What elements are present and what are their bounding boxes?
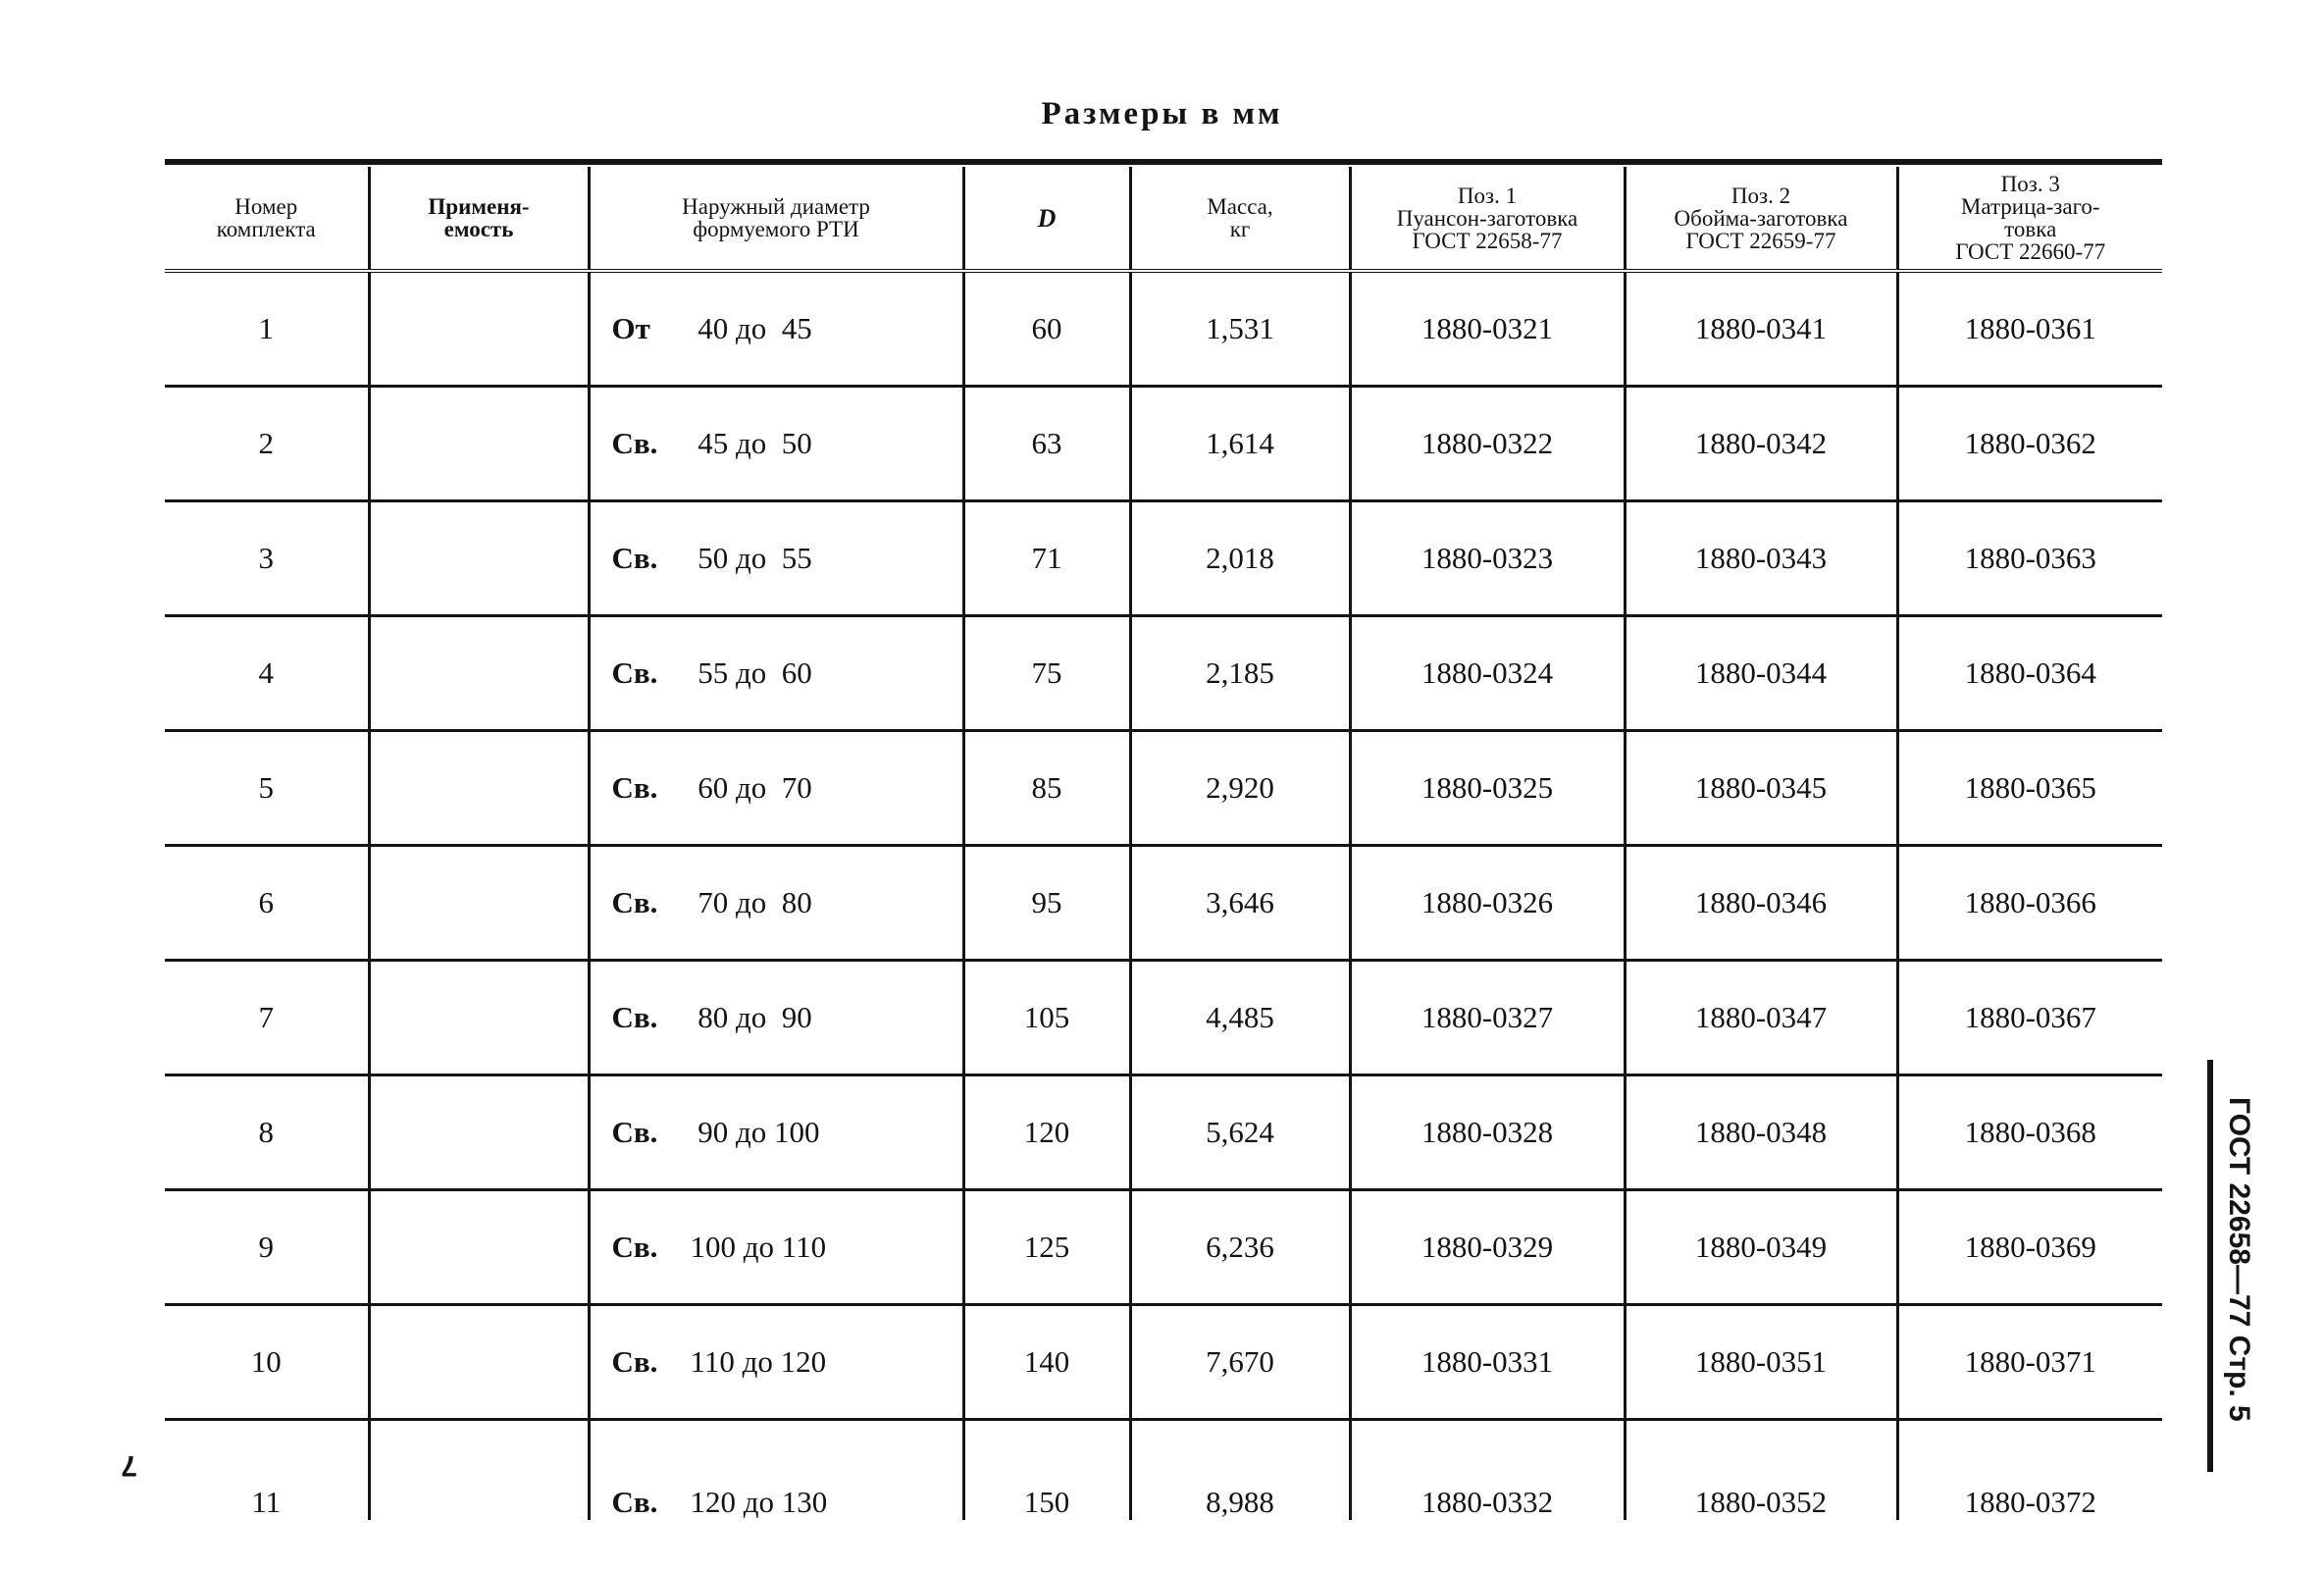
range-prefix: Св.: [611, 1344, 658, 1379]
range-values: 45 до 50: [690, 426, 812, 460]
cell-number: 1: [165, 271, 369, 387]
cell-pos3: 1880-0365: [1897, 731, 2162, 846]
cell-pos2: 1880-0348: [1625, 1075, 1897, 1190]
cell-diameter-range: [589, 616, 963, 731]
cell-d: 85: [963, 731, 1130, 846]
header-pos1-line-3: ГОСТ 22658-77: [1412, 228, 1563, 253]
range-values: 80 до 90: [690, 1000, 812, 1034]
header-pos3: [1897, 167, 2162, 271]
cell-d: 63: [963, 387, 1130, 501]
cell-number: 8: [165, 1075, 369, 1190]
table-caption: Размеры в мм: [1041, 96, 1283, 131]
cell-pos1: 1880-0324: [1350, 616, 1625, 731]
cell-diameter-range: [589, 501, 963, 616]
cell-diameter-range: [589, 1305, 963, 1420]
cell-number: 11: [251, 1485, 282, 1519]
range-values: 90 до 100: [690, 1115, 820, 1149]
cell-pos2: 1880-0347: [1625, 961, 1897, 1075]
side-standard-label: ГОСТ 22658—77 Стр. 5: [2223, 1097, 2255, 1422]
range-values: 60 до 70: [690, 770, 812, 805]
table-row: [165, 961, 2162, 1075]
header-pos1: [1350, 167, 1625, 271]
cell-usage: [369, 1420, 589, 1521]
cell-pos2: 1880-0341: [1625, 271, 1897, 387]
cell-usage: [369, 961, 589, 1075]
cell-pos2: 1880-0344: [1625, 616, 1897, 731]
header-usage: [369, 167, 589, 271]
cell-number: 2: [165, 387, 369, 501]
cell-number: 10: [165, 1305, 369, 1420]
page-mark: 7: [121, 1449, 137, 1482]
header-pos3-line-4: ГОСТ 22660-77: [1955, 239, 2106, 264]
cell-number: 7: [165, 961, 369, 1075]
cell-pos1: 1880-0326: [1350, 846, 1625, 961]
range-prefix: Св.: [611, 426, 658, 460]
range-values: 70 до 80: [690, 885, 812, 919]
header-pos2-line-1: Поз. 2: [1730, 183, 1791, 208]
dimensions-table: [165, 167, 2162, 1520]
top-rule: [165, 159, 2162, 165]
cell-pos3: 1880-0363: [1897, 501, 2162, 616]
cell-pos2: 1880-0352: [1625, 1420, 1897, 1521]
header-pos1-line-1: Поз. 1: [1457, 183, 1518, 208]
cell-usage: [369, 1075, 589, 1190]
range-prefix: Св.: [611, 885, 658, 919]
cell-number: 5: [165, 731, 369, 846]
cell-pos1: 1880-0328: [1350, 1075, 1625, 1190]
cell-pos1: 1880-0331: [1350, 1305, 1625, 1420]
header-usage-line-1: Применя-: [428, 194, 530, 219]
cell-mass: 2,018: [1130, 501, 1350, 616]
header-number-line-2: комплекта: [216, 217, 316, 241]
table-body: [165, 271, 2162, 1520]
cell-pos1: 1880-0332: [1350, 1420, 1625, 1521]
range-values: 55 до 60: [690, 655, 812, 690]
cell-diameter-range: [589, 731, 963, 846]
cell-mass: 1,531: [1130, 271, 1350, 387]
header-number: [165, 167, 369, 271]
header-d-label: D: [1037, 203, 1057, 233]
header-number-line-1: Номер: [234, 194, 298, 219]
cell-pos3: 1880-0366: [1897, 846, 2162, 961]
cell-usage: [369, 731, 589, 846]
cell-d: 105: [963, 961, 1130, 1075]
cell-mass: 7,670: [1130, 1305, 1350, 1420]
cell-mass: 4,485: [1130, 961, 1350, 1075]
cell-pos3: 1880-0371: [1897, 1305, 2162, 1420]
cell-usage: [369, 271, 589, 387]
range-values: 120 до 130: [690, 1485, 828, 1519]
cell-number: 9: [165, 1190, 369, 1305]
cell-usage: [369, 501, 589, 616]
cell-diameter-range: [589, 846, 963, 961]
cell-pos2: 1880-0345: [1625, 731, 1897, 846]
cell-usage: [369, 846, 589, 961]
cell-mass: 2,920: [1130, 731, 1350, 846]
header-mass: [1130, 167, 1350, 271]
header-pos3-line-3: товка: [2004, 217, 2057, 241]
table-row: [165, 846, 2162, 961]
cell-mass: 3,646: [1130, 846, 1350, 961]
header-row: [165, 167, 2162, 271]
cell-diameter-range: [589, 1190, 963, 1305]
cell-pos1: 1880-0325: [1350, 731, 1625, 846]
cell-pos3: 1880-0362: [1897, 387, 2162, 501]
table-row: [165, 1190, 2162, 1305]
cell-pos3: 1880-0369: [1897, 1190, 2162, 1305]
cell-pos1: 1880-0322: [1350, 387, 1625, 501]
cell-usage: [369, 387, 589, 501]
range-values: 100 до 110: [690, 1230, 827, 1264]
cell-pos3: 1880-0364: [1897, 616, 2162, 731]
header-usage-line-2: емость: [443, 217, 514, 241]
cell-pos3: 1880-0368: [1897, 1075, 2162, 1190]
cell-diameter-range: [589, 387, 963, 501]
table-row: [165, 1420, 2162, 1521]
header-d: [963, 167, 1130, 271]
table-row: [165, 387, 2162, 501]
header-pos1-line-2: Пуансон-заготовка: [1396, 205, 1578, 231]
cell-d: 71: [963, 501, 1130, 616]
range-prefix: Св.: [611, 1485, 658, 1519]
cell-mass: 6,236: [1130, 1190, 1350, 1305]
cell-diameter-range: [589, 1075, 963, 1190]
range-values: 40 до 45: [690, 311, 812, 345]
cell-pos3: 1880-0361: [1897, 271, 2162, 387]
cell-pos2: 1880-0349: [1625, 1190, 1897, 1305]
cell-pos1: 1880-0329: [1350, 1190, 1625, 1305]
cell-diameter-range: [589, 961, 963, 1075]
table-row: [165, 731, 2162, 846]
range-prefix: Св.: [611, 541, 658, 575]
header-pos2-line-2: Обойма-заготовка: [1674, 205, 1848, 231]
range-prefix: Св.: [611, 1115, 658, 1149]
range-values: 110 до 120: [690, 1344, 827, 1379]
table-row: [165, 1305, 2162, 1420]
cell-usage: [369, 616, 589, 731]
cell-d: 125: [963, 1190, 1130, 1305]
cell-pos2: 1880-0342: [1625, 387, 1897, 501]
cell-usage: [369, 1190, 589, 1305]
cell-pos3: 1880-0367: [1897, 961, 2162, 1075]
range-prefix: От: [611, 311, 650, 345]
cell-pos2: 1880-0351: [1625, 1305, 1897, 1420]
cell-pos2: 1880-0346: [1625, 846, 1897, 961]
cell-d: 150: [963, 1420, 1130, 1521]
table-row: [165, 271, 2162, 387]
cell-pos2: 1880-0343: [1625, 501, 1897, 616]
cell-number: 4: [165, 616, 369, 731]
header-diameter-line-2: формуемого РТИ: [693, 217, 859, 241]
header-pos3-line-2: Матрица-заго-: [1960, 194, 2100, 219]
table-row: [165, 501, 2162, 616]
header-pos2: [1625, 167, 1897, 271]
cell-d: 120: [963, 1075, 1130, 1190]
cell-diameter-range: [589, 1420, 963, 1521]
cell-pos1: 1880-0321: [1350, 271, 1625, 387]
header-mass-line-2: кг: [1229, 217, 1251, 241]
cell-pos3: 1880-0372: [1897, 1420, 2162, 1521]
cell-d: 95: [963, 846, 1130, 961]
range-prefix: Св.: [611, 1000, 658, 1034]
cell-pos1: 1880-0323: [1350, 501, 1625, 616]
range-values: 50 до 55: [690, 541, 812, 575]
cell-number: 6: [165, 846, 369, 961]
cell-mass: 8,988: [1130, 1420, 1350, 1521]
range-prefix: Св.: [611, 655, 658, 690]
cell-usage: [369, 1305, 589, 1420]
cell-d: 60: [963, 271, 1130, 387]
table-row: [165, 616, 2162, 731]
cell-pos1: 1880-0327: [1350, 961, 1625, 1075]
cell-d: 75: [963, 616, 1130, 731]
cell-mass: 5,624: [1130, 1075, 1350, 1190]
cell-diameter-range: [589, 271, 963, 387]
range-prefix: Св.: [611, 1230, 658, 1264]
header-pos3-line-1: Поз. 3: [2000, 172, 2060, 196]
cell-mass: 1,614: [1130, 387, 1350, 501]
cell-mass: 2,185: [1130, 616, 1350, 731]
cell-d: 140: [963, 1305, 1130, 1420]
header-mass-line-1: Масса,: [1207, 194, 1273, 219]
header-diameter: [589, 167, 963, 271]
range-prefix: Св.: [611, 770, 658, 805]
table-row: [165, 1075, 2162, 1190]
cell-number: 3: [165, 501, 369, 616]
header-pos2-line-3: ГОСТ 22659-77: [1685, 228, 1836, 253]
header-diameter-line-1: Наружный диаметр: [682, 194, 870, 219]
